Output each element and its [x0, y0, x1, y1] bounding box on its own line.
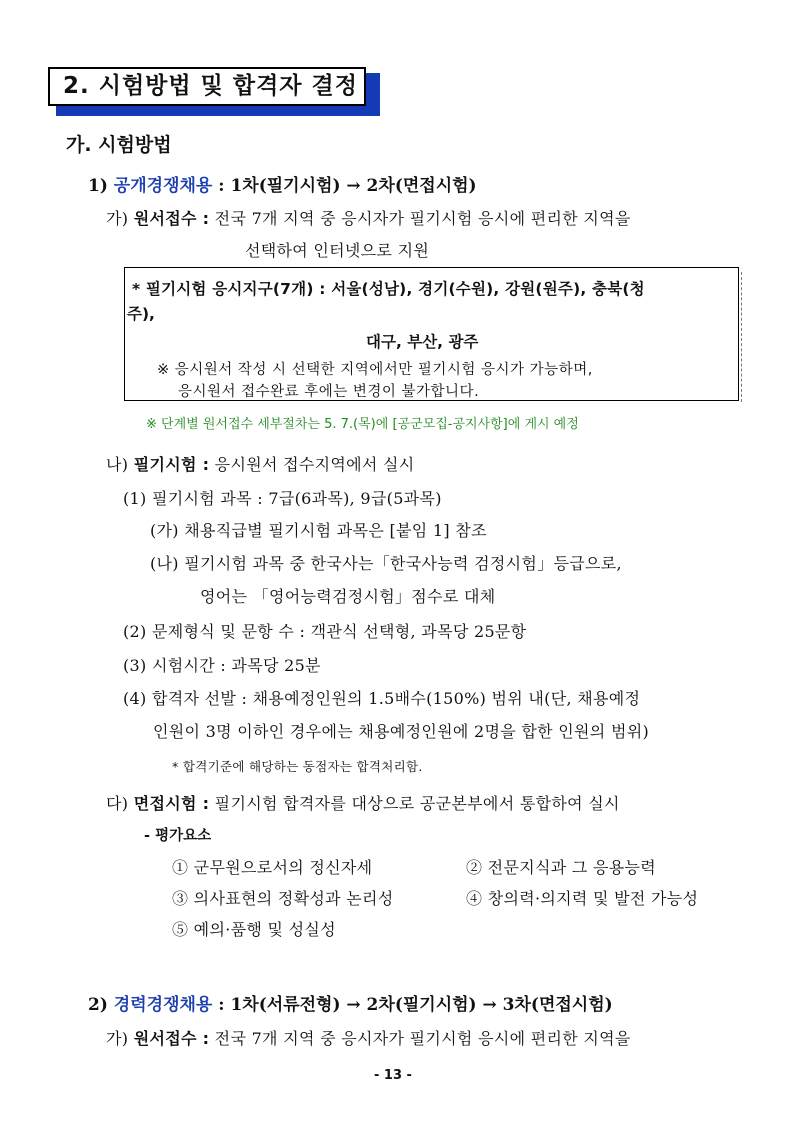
part2-name: 경력경쟁채용	[113, 995, 213, 1015]
written-replacement-2: 영어는 「영어능력검정시험」점수로 대체	[200, 587, 496, 606]
interview-heading: 면접시험 :	[133, 794, 210, 813]
written-exam-heading: 필기시험 :	[133, 455, 210, 474]
item-label: 다)	[106, 794, 129, 813]
evaluation-item: ③ 의사표현의 정확성과 논리성	[172, 889, 394, 908]
written-exam-line	[106, 452, 415, 475]
item-label: 가)	[106, 209, 129, 228]
part1-number: 1)	[88, 176, 108, 196]
evaluation-item: ④ 창의력·의지력 및 발전 가능성	[466, 889, 699, 908]
interview-text: 필기시험 합격자를 대상으로 공군본부에서 통합하여 실시	[209, 794, 620, 813]
exam-time: (3) 시험시간 : 과목당 25분	[123, 656, 321, 675]
notice-line-2: 주),	[127, 305, 155, 323]
selection-rule-1: (4) 합격자 선발 : 채용예정인원의 1.5배수(150%) 범위 내(단, 채용예정	[123, 689, 641, 708]
tie-note: * 합격기준에 해당하는 동점자는 합격처리함.	[172, 759, 423, 774]
subsection-heading: 가. 시험방법	[66, 134, 172, 156]
written-subjects: (1) 필기시험 과목 : 7급(6과목), 9급(5과목)	[123, 489, 442, 508]
evaluation-item: ① 군무원으로서의 정신자세	[172, 858, 373, 877]
part1-heading	[88, 171, 477, 196]
item-label: 나)	[106, 455, 129, 474]
interview-line	[106, 791, 620, 814]
application-heading: 원서접수 :	[133, 209, 210, 228]
question-format: (2) 문제형식 및 문항 수 : 객관식 선택형, 과목당 25문항	[123, 622, 527, 641]
notice-line-1: * 필기시험 응시지구(7개) : 서울(성남), 경기(수원), 강원(원주), 충북(청	[132, 280, 645, 298]
written-replacement-1: (나) 필기시험 과목 중 한국사는「한국사능력 검정시험」등급으로,	[150, 554, 622, 573]
application-text: 전국 7개 지역 중 응시자가 필기시험 응시에 편리한 지역을	[209, 1029, 631, 1048]
evaluation-item: ② 전문지식과 그 응용능력	[466, 858, 657, 877]
application-text-cont: 선택하여 인터넷으로 지원	[245, 241, 430, 260]
evaluation-item: ⑤ 예의·품행 및 성실성	[172, 920, 336, 939]
part2-number: 2)	[88, 995, 108, 1015]
notice-note-2: 응시원서 접수완료 후에는 변경이 불가합니다.	[178, 384, 480, 400]
part2-heading	[88, 990, 613, 1015]
part1-application-line	[106, 206, 631, 229]
written-subjects-ref: (가) 채용직급별 필기시험 과목은 [붙임 1] 참조	[150, 521, 487, 540]
part1-name: 공개경쟁채용	[113, 176, 213, 196]
application-heading: 원서접수 :	[133, 1029, 210, 1048]
schedule-note: ※ 단계별 원서접수 세부절차는 5. 7.(목)에 [공군모집-공지사항]에 게시 예정	[146, 417, 579, 432]
section-title: 2. 시험방법 및 합격자 결정	[48, 67, 366, 106]
item-label: 가)	[106, 1029, 129, 1048]
evaluation-heading: - 평가요소	[144, 828, 212, 844]
notice-note-1: ※ 응시원서 작성 시 선택한 지역에서만 필기시험 응시가 가능하며,	[157, 362, 593, 378]
part2-flow: : 1차(서류전형) → 2차(필기시험) → 3차(면접시험)	[212, 995, 613, 1015]
selection-rule-2: 인원이 3명 이하인 경우에는 채용예정인원에 2명을 합한 인원의 범위)	[153, 722, 650, 741]
page-number: - 13 -	[374, 1068, 412, 1083]
part1-flow: : 1차(필기시험) → 2차(면접시험)	[212, 176, 477, 196]
part2-application-line	[106, 1026, 631, 1049]
notice-line-3: 대구, 부산, 광주	[366, 333, 479, 351]
application-text: 전국 7개 지역 중 응시자가 필기시험 응시에 편리한 지역을	[209, 209, 631, 228]
written-exam-text: 응시원서 접수지역에서 실시	[209, 455, 415, 474]
